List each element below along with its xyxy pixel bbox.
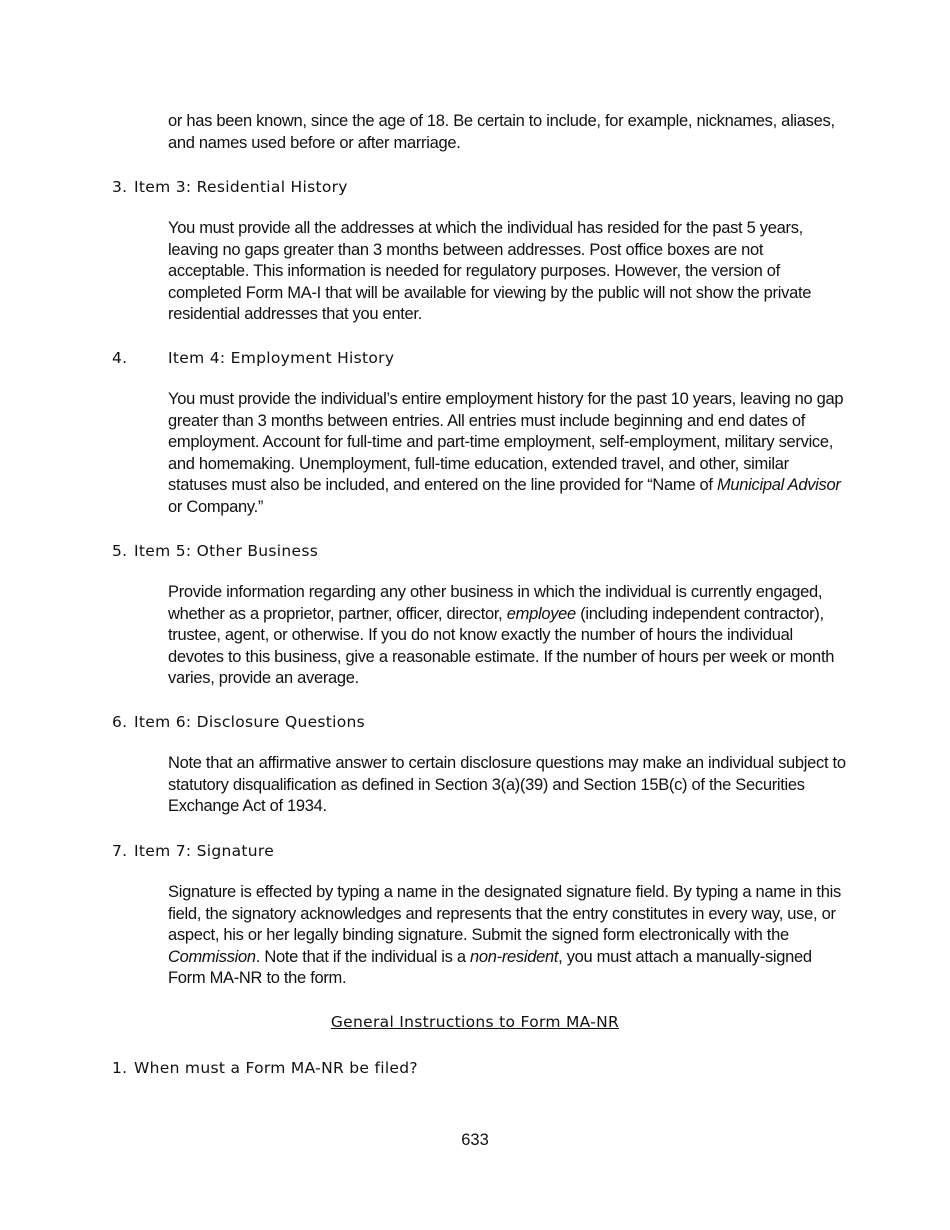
intro-paragraph: or has been known, since the age of 18. Be certain to include, for example, nicknames, aliases, and names used before or after marriage. xyxy=(168,112,835,152)
item5-text-2: (including independent contractor), trustee, agent, or otherwise. If you do not know exactly the number of hours the individual devotes to this business, give a reasonable estimate. If the number of hours per week or month varies, provide an average. xyxy=(168,604,835,687)
item5-text-italic: employee xyxy=(506,604,576,623)
item5-title: Item 5: Other Business xyxy=(134,542,319,560)
item4-text-italic: Municipal Advisor xyxy=(716,476,841,494)
item4-heading xyxy=(112,348,394,368)
item7-text-3: , you must attach a manually-signed Form MA-NR to the form. xyxy=(168,947,812,987)
item3-paragraph: You must provide all the addresses at which the individual has resided for the past 5 years, leaving no gaps greater than 3 months between addresses. Post office boxes are not acceptable. This information is needed for regulatory purposes. However, the version of completed Form MA-I that will be available for viewing by the public will not show the private residential addresses that you enter. xyxy=(168,219,812,323)
item6-heading xyxy=(112,712,365,732)
item3-number: 3. xyxy=(112,178,128,196)
item4-paragraph xyxy=(168,389,848,518)
question1-heading xyxy=(112,1058,418,1078)
item4-text-2: or Company.” xyxy=(168,497,264,516)
item7-paragraph xyxy=(168,882,848,990)
item7-text-2: . Note that if the individual is a xyxy=(255,947,470,966)
page-number: 633 xyxy=(461,1131,489,1149)
item7-heading xyxy=(112,841,274,861)
item6-paragraph: Note that an affirmative answer to certain disclosure questions may make an individual subject to statutory disqualification as defined in Section 3(a)(39) and Section 15B(c) of the Securities Exchange Act of 1934. xyxy=(168,754,846,815)
item4-title: Item 4: Employment History xyxy=(168,349,395,367)
item3-title: Item 3: Residential History xyxy=(134,178,348,196)
item7-number: 7. xyxy=(112,842,128,860)
question1-number: 1. xyxy=(112,1059,128,1077)
item6-title: Item 6: Disclosure Questions xyxy=(134,713,366,731)
item4-text-1: You must provide the individual’s entire employment history for the past 10 years, leaving no gap greater than 3 months between entries. All entries must include beginning and end dates of employment. Account for full-time and part-time employment, self-employment, military service, and homemaking. Unemployment, full-time education, extended travel, and other, similar statuses must also be included, and entered on the line provided for “Name of xyxy=(168,390,844,494)
item5-text-1: Provide information regarding any other business in which the individual is currently engaged, whether as a proprietor, partner, officer, director, xyxy=(168,583,823,623)
item5-heading xyxy=(112,541,318,561)
item6-number: 6. xyxy=(112,713,128,731)
item3-heading xyxy=(112,177,348,197)
item4-number: 4. xyxy=(112,349,128,367)
item7-text-italic-1: Commission xyxy=(168,947,256,966)
general-instructions-heading xyxy=(0,1012,950,1032)
item7-text-italic-2: non-resident xyxy=(470,947,559,966)
item7-title: Item 7: Signature xyxy=(134,842,275,860)
general-instructions-title: General Instructions to Form MA-NR xyxy=(330,1013,620,1031)
item7-text-1: Signature is effected by typing a name in the designated signature field. By typing a name in this field, the signatory acknowledges and represents that the entry constitutes in every way, use, or aspect, his or her legally binding signature. Submit the signed form electronically with the xyxy=(168,883,841,944)
item5-paragraph xyxy=(168,582,848,690)
item5-number: 5. xyxy=(112,542,128,560)
question1-title: When must a Form MA-NR be filed? xyxy=(134,1059,418,1077)
